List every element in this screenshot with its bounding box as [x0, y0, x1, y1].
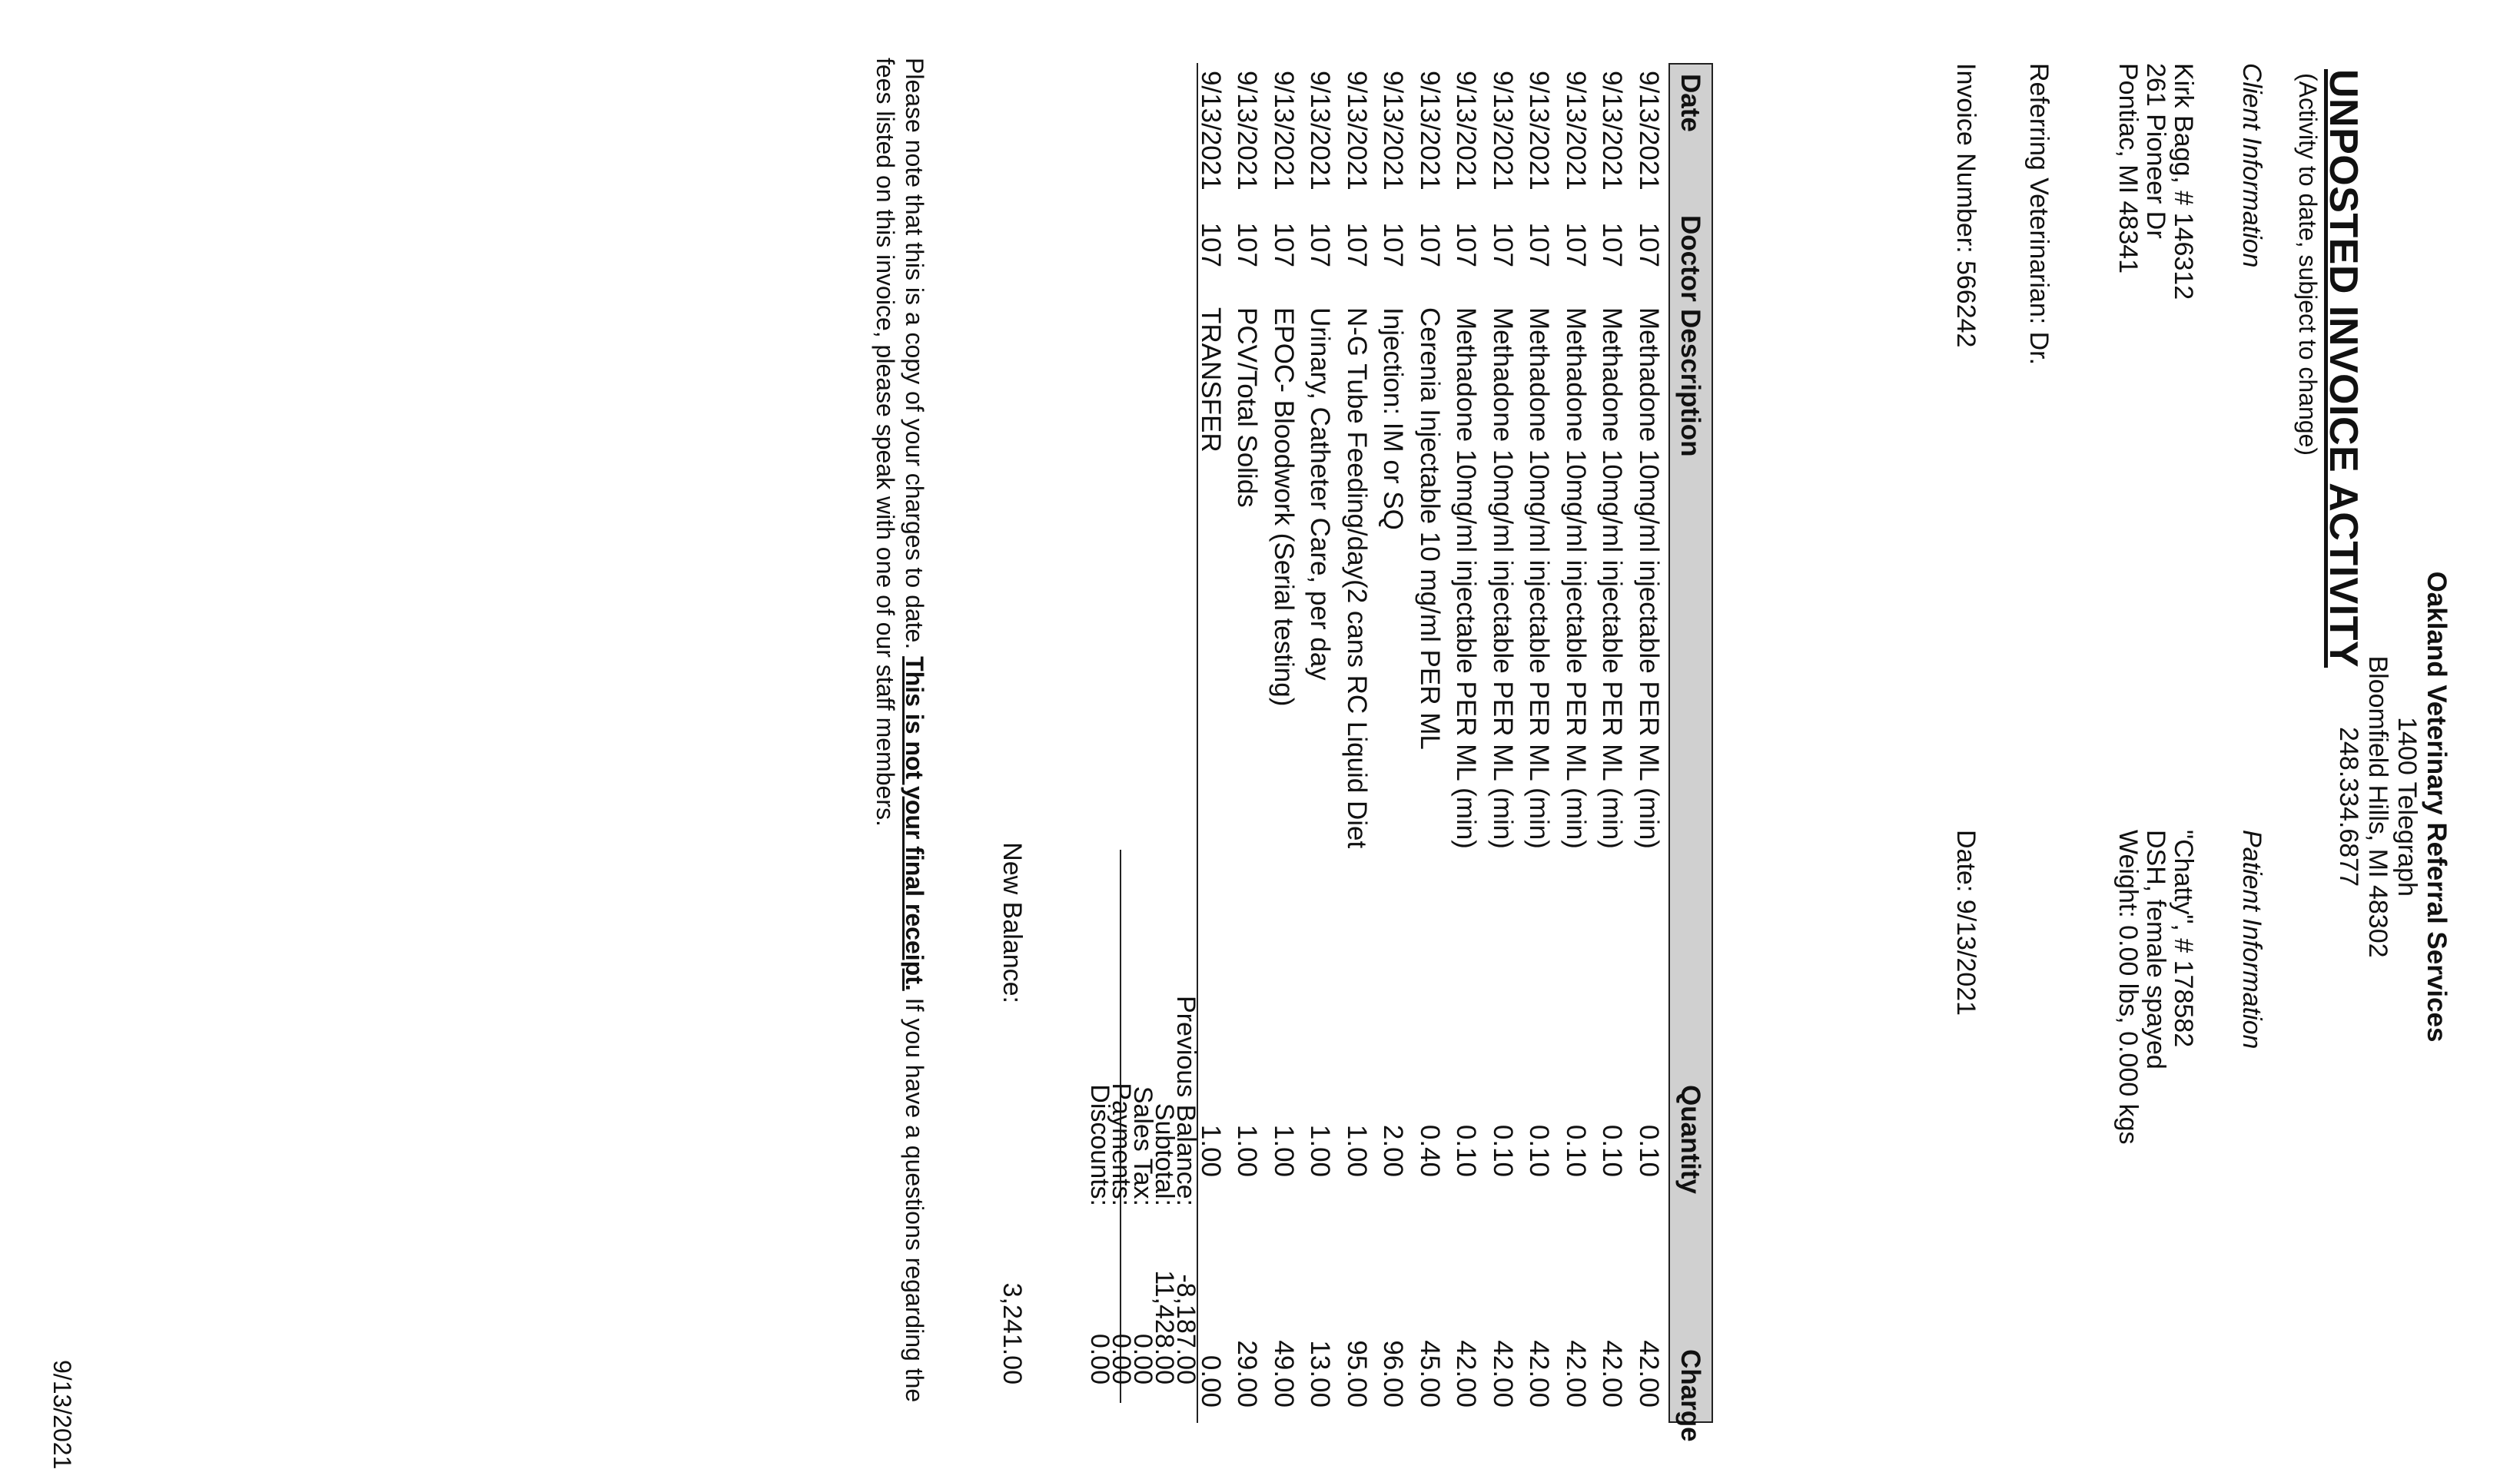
- cell-description: Methadone 10mg/ml injectable PER ML (min): [1634, 307, 1664, 849]
- patient-info: [2114, 830, 2197, 1145]
- cell-quantity: 1.00: [1196, 1124, 1226, 1177]
- cell-date: 9/13/2021: [1342, 71, 1372, 191]
- client-info-heading: Client Information: [2237, 63, 2266, 268]
- cell-description: Methadone 10mg/ml injectable PER ML (min): [1597, 307, 1628, 849]
- subtotal-value: 11,428.00: [1150, 1270, 1179, 1384]
- cell-quantity: 0.10: [1451, 1124, 1482, 1177]
- cell-quantity: 0.10: [1524, 1124, 1555, 1177]
- discounts-value: 0.00: [1085, 1333, 1114, 1384]
- cell-description: Methadone 10mg/ml injectable PER ML (min): [1524, 307, 1555, 849]
- cell-charge: 42.00: [1561, 1340, 1591, 1408]
- client-name: Kirk Bagg, # 146312: [2169, 63, 2198, 300]
- cell-description: EPOC- Bloodwork (Serial testing): [1269, 307, 1299, 707]
- note-text-after: If you have a questions regarding the fees listed on this invoice, please speak with one of our staff members.: [872, 58, 928, 1403]
- cell-description: Methadone 10mg/ml injectable PER ML (min): [1488, 307, 1518, 849]
- cell-date: 9/13/2021: [1634, 71, 1664, 191]
- sales-tax-value: 0.00: [1128, 1333, 1157, 1384]
- cell-charge: 42.00: [1451, 1340, 1482, 1408]
- cell-charge: 42.00: [1597, 1340, 1628, 1408]
- cell-date: 9/13/2021: [1451, 71, 1482, 191]
- cell-charge: 42.00: [1488, 1340, 1518, 1408]
- note-emphasis: This is not your final receipt.: [901, 656, 928, 991]
- header-quantity: Quantity: [1675, 1085, 1705, 1194]
- previous-balance-value: -8,187.00: [1171, 1274, 1200, 1384]
- client-street: 261 Pioneer Dr: [2141, 63, 2170, 239]
- header-description: Description: [1675, 309, 1705, 457]
- page-title: UNPOSTED INVOICE ACTIVITY: [2321, 69, 2366, 668]
- cell-quantity: 0.40: [1415, 1124, 1445, 1177]
- patient-weight: Weight: 0.00 lbs, 0.000 kgs: [2113, 830, 2143, 1145]
- cell-charge: 49.00: [1269, 1340, 1299, 1408]
- table-header: [1668, 63, 1713, 1442]
- cell-doctor: 107: [1305, 222, 1336, 267]
- cell-doctor: 107: [1561, 222, 1591, 267]
- cell-description: PCV/Total Solids: [1232, 307, 1263, 508]
- cell-date: 9/13/2021: [1305, 71, 1336, 191]
- payments-value: 0.00: [1107, 1333, 1136, 1384]
- cell-charge: 0.00: [1196, 1355, 1226, 1408]
- cell-doctor: 107: [1524, 222, 1555, 267]
- cell-charge: 96.00: [1378, 1340, 1409, 1408]
- cell-description: Urinary, Catheter Care, per day: [1305, 307, 1336, 681]
- cell-date: 9/13/2021: [1415, 71, 1445, 191]
- cell-date: 9/13/2021: [1561, 71, 1591, 191]
- new-balance-value: 3,241.00: [998, 1282, 1027, 1384]
- clinic-city: Bloomfield Hills, MI 48302: [2363, 655, 2392, 958]
- previous-balance-label: Previous Balance:: [1171, 995, 1200, 1206]
- invoice-number: Invoice Number: 566242: [1951, 63, 1980, 348]
- cell-charge: 29.00: [1232, 1340, 1263, 1408]
- cell-doctor: 107: [1378, 222, 1409, 267]
- clinic-phone: 248.334.6877: [2334, 727, 2363, 887]
- client-city: Pontiac, MI 48341: [2113, 63, 2143, 274]
- cell-doctor: 107: [1269, 222, 1299, 267]
- cell-quantity: 1.00: [1342, 1124, 1372, 1177]
- cell-description: Injection: IM or SQ: [1378, 307, 1409, 530]
- header-doctor: Doctor: [1675, 215, 1705, 302]
- cell-charge: 42.00: [1634, 1340, 1664, 1408]
- cell-date: 9/13/2021: [1196, 71, 1226, 191]
- header-charge: Charge: [1675, 1349, 1705, 1442]
- cell-charge: 45.00: [1415, 1340, 1445, 1408]
- cell-quantity: 1.00: [1269, 1124, 1299, 1177]
- client-info: [2114, 63, 2197, 300]
- receipt-note: [871, 58, 929, 1410]
- referring-veterinarian: Referring Veterinarian: Dr.: [2024, 63, 2054, 366]
- page-subtitle: (Activity to date, subject to change): [2294, 73, 2322, 456]
- cell-date: 9/13/2021: [1232, 71, 1263, 191]
- header-date: Date: [1675, 74, 1705, 132]
- cell-quantity: 0.10: [1634, 1124, 1664, 1177]
- cell-quantity: 0.10: [1488, 1124, 1518, 1177]
- table-row: [1186, 63, 1230, 1423]
- note-text-before: Please note that this is a copy of your charges to date.: [901, 58, 928, 657]
- cell-description: Methadone 10mg/ml injectable PER ML (min): [1561, 307, 1591, 849]
- cell-doctor: 107: [1597, 222, 1628, 267]
- invoice-date: Date: 9/13/2021: [1951, 830, 1980, 1016]
- footer-date: 9/13/2021: [48, 1360, 76, 1469]
- new-balance-label: New Balance:: [998, 842, 1027, 1003]
- cell-date: 9/13/2021: [1524, 71, 1555, 191]
- cell-quantity: 0.10: [1561, 1124, 1591, 1177]
- cell-date: 9/13/2021: [1488, 71, 1518, 191]
- cell-doctor: 107: [1488, 222, 1518, 267]
- cell-charge: 95.00: [1342, 1340, 1372, 1408]
- cell-charge: 42.00: [1524, 1340, 1555, 1408]
- patient-info-heading: Patient Information: [2237, 830, 2266, 1050]
- cell-description: Cerenia Injectable 10 mg/ml PER ML: [1415, 307, 1445, 750]
- cell-quantity: 2.00: [1378, 1124, 1409, 1177]
- cell-doctor: 107: [1634, 222, 1664, 267]
- cell-quantity: 1.00: [1305, 1124, 1336, 1177]
- cell-doctor: 107: [1342, 222, 1372, 267]
- cell-date: 9/13/2021: [1378, 71, 1409, 191]
- cell-description: N-G Tube Feeding/day(2 cans RC Liquid Diet: [1342, 307, 1372, 849]
- table-bottom-rule: [1197, 63, 1198, 1423]
- sales-tax-label: Sales Tax:: [1128, 1086, 1157, 1206]
- clinic-street: 1400 Telegraph: [2392, 717, 2422, 897]
- cell-doctor: 107: [1232, 222, 1263, 267]
- cell-quantity: 1.00: [1232, 1124, 1263, 1177]
- cell-quantity: 0.10: [1597, 1124, 1628, 1177]
- cell-charge: 13.00: [1305, 1340, 1336, 1408]
- cell-doctor: 107: [1451, 222, 1482, 267]
- patient-name: "Chatty", # 178582: [2169, 830, 2198, 1048]
- cell-description: Methadone 10mg/ml injectable PER ML (min): [1451, 307, 1482, 849]
- subtotal-label: Subtotal:: [1150, 1103, 1179, 1206]
- cell-doctor: 107: [1415, 222, 1445, 267]
- cell-description: TRANSFER: [1196, 307, 1226, 453]
- patient-desc: DSH, female spayed: [2141, 830, 2170, 1069]
- cell-date: 9/13/2021: [1597, 71, 1628, 191]
- discounts-label: Discounts:: [1085, 1084, 1114, 1206]
- payments-label: Payments:: [1107, 1083, 1136, 1206]
- cell-date: 9/13/2021: [1269, 71, 1299, 191]
- clinic-name: Oakland Veterinary Referral Services: [2422, 571, 2452, 1043]
- cell-doctor: 107: [1196, 222, 1226, 267]
